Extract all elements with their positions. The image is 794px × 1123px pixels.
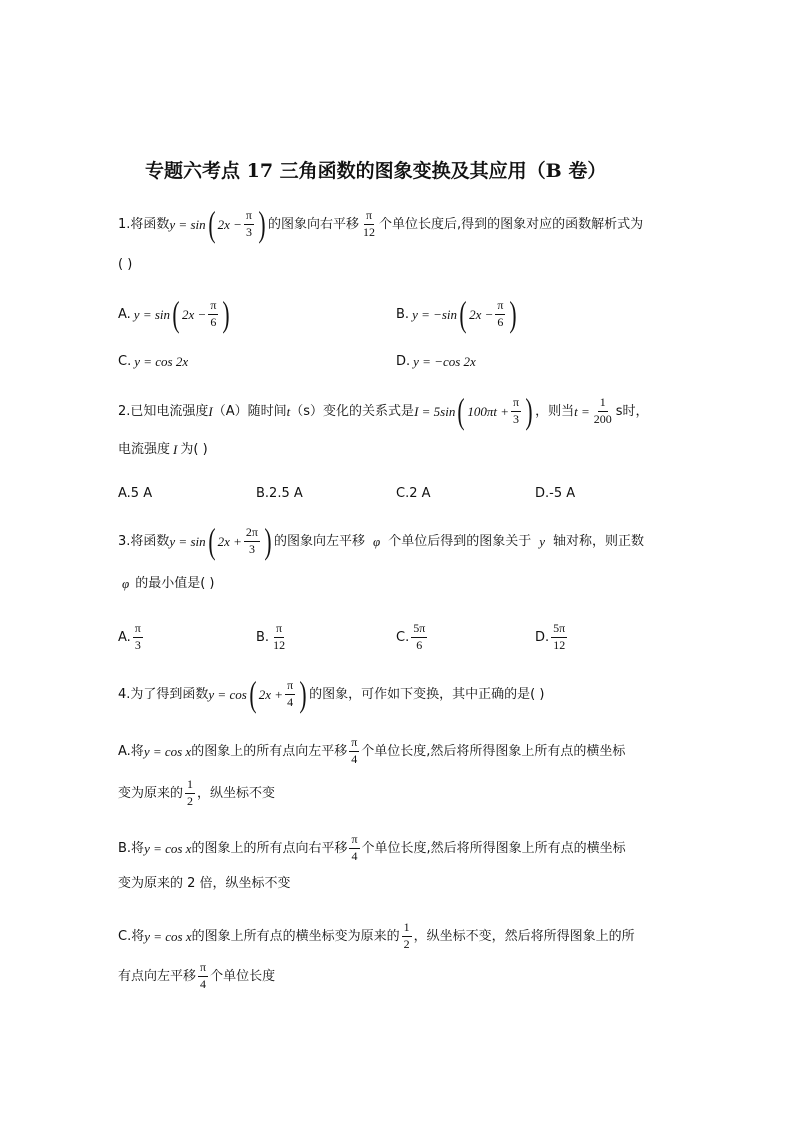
- q3-text: 3.将函数: [118, 533, 170, 549]
- q2-function: I = 5sin: [414, 403, 456, 419]
- option-function: y = cos x: [144, 928, 192, 944]
- q1-answer-paren: ( ): [118, 257, 133, 272]
- q3-arg: 2x +: [217, 533, 242, 549]
- q4-option-a-line-2: [118, 778, 275, 809]
- right-paren-icon: ): [264, 521, 272, 561]
- option-fraction: $\frac{\pi}{6}$: [210, 297, 217, 329]
- q2-var-t: t: [286, 403, 291, 419]
- option-text: 个单位长度: [210, 968, 276, 984]
- option-fraction: $\frac{5\pi}{12}$: [553, 621, 566, 652]
- option-fraction: $\frac{\pi}{12}$: [273, 621, 286, 652]
- q2-option-c[interactable]: C.2 A: [396, 486, 431, 501]
- option-text: 个单位长度,然后将所得图象上所有点的横坐标: [361, 743, 626, 759]
- q3-function: y = sin: [169, 533, 206, 549]
- option-label: A.: [118, 306, 131, 322]
- option-fraction: $\frac{1}{2}$: [187, 777, 194, 808]
- left-paren-icon: (: [459, 294, 467, 334]
- left-paren-icon: (: [249, 674, 257, 714]
- right-paren-icon: ): [258, 204, 266, 244]
- option-label: A.: [118, 629, 131, 645]
- q3-text: 的最小值是( ): [135, 576, 215, 591]
- q1-shift: $\frac{\pi}{12}$: [363, 207, 375, 239]
- q3-var-y: y: [539, 533, 545, 549]
- option-text: 有点向左平移: [118, 968, 197, 984]
- q2-text: ，则当: [535, 403, 575, 419]
- option-text: 的图象上的所有点向右平移: [191, 840, 348, 856]
- option-text: A.将: [118, 743, 144, 759]
- q1-text-end: 个单位长度后,得到的图象对应的函数解析式为: [379, 216, 644, 232]
- option-function: y = cos x: [143, 743, 192, 759]
- question-3: [118, 523, 644, 559]
- option-label: C.: [396, 629, 410, 645]
- q1-option-c[interactable]: [118, 355, 188, 368]
- q4-option-a[interactable]: [118, 736, 625, 767]
- option-fraction: $\frac{\pi}{4}$: [351, 735, 358, 766]
- right-paren-icon: ): [525, 391, 533, 431]
- q2-text: （s）变化的关系式是: [290, 403, 415, 419]
- option-text: 变为原来的: [118, 785, 184, 801]
- q2-option-d[interactable]: D.-5 A: [535, 486, 576, 501]
- option-text: ，纵坐标不变，然后将所得图象上的所: [413, 928, 635, 944]
- q2-fraction: $\frac{\pi}{3}$: [513, 394, 520, 426]
- option-text: B.将: [118, 840, 145, 856]
- q4-option-c-line-2: [118, 961, 275, 992]
- q3-text: 的图象向左平移: [273, 533, 365, 549]
- left-paren-icon: (: [172, 294, 180, 334]
- option-fraction: $\frac{\pi}{6}$: [497, 297, 504, 329]
- q2-option-b[interactable]: B.2.5 A: [256, 486, 303, 501]
- q2-line-2: [118, 443, 208, 456]
- q2-text: 电流强度: [118, 442, 171, 457]
- q4-function: y = cos: [208, 686, 247, 702]
- q2-text: 2.已知电流强度: [118, 403, 209, 419]
- q2-text: （A）随时间: [212, 403, 287, 419]
- left-paren-icon: (: [457, 391, 465, 431]
- option-function: y = sin: [133, 306, 171, 322]
- option-function: y = cos 2x: [134, 354, 189, 369]
- q4-option-b[interactable]: [118, 833, 626, 864]
- question-1: [118, 206, 643, 242]
- q1-arg: 2x −: [217, 216, 242, 232]
- option-label: C.: [118, 354, 132, 369]
- option-text: 的图象上所有点的横坐标变为原来的: [191, 928, 400, 944]
- left-paren-icon: (: [208, 521, 216, 561]
- right-paren-icon: ): [222, 294, 230, 334]
- option-fraction: $\frac{\pi}{4}$: [200, 960, 207, 991]
- right-paren-icon: ): [299, 674, 307, 714]
- q2-text: 为( ): [180, 442, 208, 457]
- q3-phi: φ: [373, 533, 381, 549]
- option-label: B.: [256, 629, 270, 645]
- q3-option-d[interactable]: [535, 622, 569, 653]
- q3-option-a[interactable]: [118, 622, 145, 653]
- page-title: 专题六考点 17 三角函数的图象变换及其应用（B 卷）: [145, 160, 607, 182]
- right-paren-icon: ): [509, 294, 518, 334]
- option-arg: 2x −: [182, 306, 207, 322]
- question-4: [118, 676, 544, 712]
- q1-option-a[interactable]: [118, 296, 232, 332]
- option-fraction: $\frac{5\pi}{6}$: [413, 621, 426, 652]
- q2-t-fraction: $\frac{1}{200}$: [593, 394, 612, 426]
- q4-fraction: $\frac{\pi}{4}$: [287, 677, 294, 709]
- q3-option-b[interactable]: [256, 622, 289, 653]
- option-fraction: $\frac{\pi}{3}$: [134, 621, 141, 652]
- option-arg: 2x −: [469, 306, 494, 322]
- q2-arg: 100πt +: [467, 403, 509, 419]
- q1-option-d[interactable]: [396, 355, 476, 368]
- option-text: ，纵坐标不变: [197, 785, 276, 801]
- q3-fraction: $\frac{2\pi}{3}$: [245, 524, 258, 556]
- left-paren-icon: (: [208, 204, 216, 244]
- q4-text: 的图象，可作如下变换，其中正确的是( ): [309, 686, 545, 702]
- q3-text: 轴对称，则正数: [553, 533, 645, 549]
- q4-option-b-line-2: 变为原来的 2 倍，纵坐标不变: [118, 876, 291, 891]
- q1-text-mid: 的图象向右平移: [267, 216, 359, 232]
- q3-line-2: [122, 577, 214, 590]
- option-function: y = −cos 2x: [413, 354, 476, 369]
- option-text: 的图象上的所有点向左平移: [191, 743, 348, 759]
- option-label: D.: [535, 629, 550, 645]
- q2-t-eq: t =: [574, 403, 590, 419]
- q3-option-c[interactable]: [396, 622, 429, 653]
- q2-text: s时，: [615, 403, 649, 419]
- q2-var-i: I: [208, 403, 213, 419]
- q1-option-b[interactable]: [396, 296, 519, 332]
- q1-function: y = sin: [169, 216, 206, 232]
- q3-phi: φ: [122, 576, 130, 591]
- option-label: B.: [396, 306, 410, 322]
- option-text: 个单位长度,然后将所得图象上所有点的横坐标: [361, 840, 626, 856]
- option-function: y = cos x: [144, 840, 192, 856]
- option-text: C.将: [118, 928, 145, 944]
- q2-var-i: I: [173, 442, 178, 457]
- q3-text: 个单位后得到的图象关于: [388, 533, 532, 549]
- option-label: D.: [396, 354, 411, 369]
- option-fraction: $\frac{\pi}{4}$: [351, 832, 358, 863]
- question-2: [118, 393, 649, 429]
- q1-text: 1.将函数: [118, 216, 170, 232]
- q4-arg: 2x +: [258, 686, 284, 702]
- q2-option-a[interactable]: A.5 A: [118, 486, 153, 501]
- q1-fraction: $\frac{\pi}{3}$: [245, 207, 252, 239]
- q4-text: 4.为了得到函数: [118, 686, 209, 702]
- option-function: y = −sin: [412, 306, 458, 322]
- q4-option-c[interactable]: [118, 921, 635, 952]
- option-fraction: $\frac{1}{2}$: [403, 920, 410, 951]
